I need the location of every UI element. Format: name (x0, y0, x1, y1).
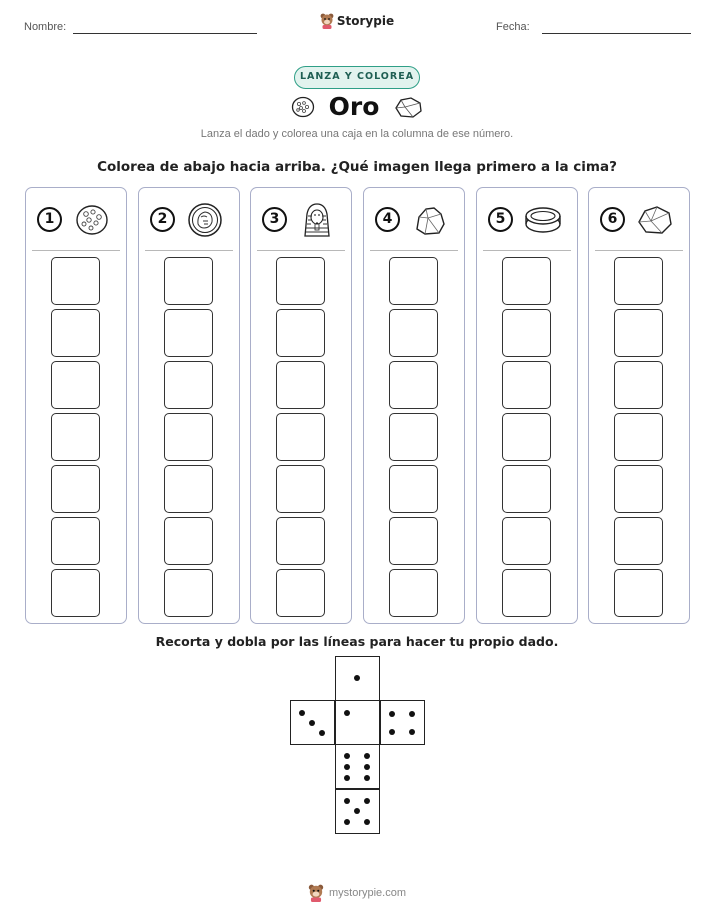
color-box[interactable] (502, 517, 551, 565)
die-face-4 (380, 700, 425, 745)
footer (0, 884, 714, 902)
color-box[interactable] (276, 257, 325, 305)
column-number: 2 (150, 207, 175, 232)
column-divider (595, 250, 683, 251)
color-box[interactable] (164, 257, 213, 305)
pip (299, 710, 305, 716)
color-box[interactable] (389, 309, 438, 357)
color-box[interactable] (502, 569, 551, 617)
pip (344, 710, 350, 716)
die-instruction: Recorta y dobla por las líneas para hacer tu propio dado. (155, 634, 559, 649)
name-label: Nombre: (24, 21, 67, 33)
name-line[interactable] (73, 33, 257, 34)
pip (389, 711, 395, 717)
color-box[interactable] (51, 465, 100, 513)
die-face-6 (335, 744, 380, 789)
color-box[interactable] (51, 413, 100, 461)
column-6 (588, 187, 690, 624)
color-box[interactable] (276, 361, 325, 409)
gold-nugget-icon (72, 202, 112, 238)
column-number: 1 (37, 207, 62, 232)
color-box[interactable] (51, 569, 100, 617)
lion-coin-icon (185, 202, 225, 238)
color-box[interactable] (389, 361, 438, 409)
color-box[interactable] (51, 257, 100, 305)
column-number: 6 (600, 207, 625, 232)
gold-chunk-icon (635, 202, 675, 238)
brand-name: Storypie (336, 14, 395, 28)
color-box[interactable] (276, 569, 325, 617)
pharaoh-mask-icon (297, 202, 337, 238)
color-box[interactable] (502, 465, 551, 513)
color-box[interactable] (164, 361, 213, 409)
pip (364, 819, 370, 825)
color-box[interactable] (389, 257, 438, 305)
color-box[interactable] (389, 569, 438, 617)
color-box[interactable] (389, 413, 438, 461)
die-face-1 (335, 656, 380, 701)
bear-logo-icon (320, 13, 334, 29)
date-line[interactable] (542, 33, 691, 34)
die-face-1 (335, 700, 380, 745)
color-box[interactable] (502, 309, 551, 357)
color-box[interactable] (51, 361, 100, 409)
color-box[interactable] (276, 465, 325, 513)
pip (364, 775, 370, 781)
footer-url[interactable]: mystorypie.com (328, 887, 407, 899)
color-box[interactable] (276, 413, 325, 461)
column-divider (257, 250, 345, 251)
bear-logo-icon (308, 884, 324, 902)
color-box[interactable] (614, 309, 663, 357)
color-box[interactable] (502, 413, 551, 461)
color-box[interactable] (164, 517, 213, 565)
color-box[interactable] (164, 569, 213, 617)
pip (319, 730, 325, 736)
color-instruction: Colorea de abajo hacia arriba. ¿Qué imagen llega primero a la cima? (97, 159, 617, 175)
column-number: 3 (262, 207, 287, 232)
die-face-5 (335, 789, 380, 834)
column-1 (25, 187, 127, 624)
color-box[interactable] (614, 569, 663, 617)
color-box[interactable] (502, 257, 551, 305)
activity-badge: LANZA Y COLOREA (294, 66, 420, 89)
die-face-3 (290, 700, 335, 745)
color-box[interactable] (51, 517, 100, 565)
gold-chunk-icon (393, 95, 423, 119)
column-divider (145, 250, 233, 251)
color-box[interactable] (614, 413, 663, 461)
column-divider (370, 250, 458, 251)
pip (364, 753, 370, 759)
pip (344, 798, 350, 804)
color-box[interactable] (389, 465, 438, 513)
pip (364, 798, 370, 804)
color-box[interactable] (164, 309, 213, 357)
pip (409, 729, 415, 735)
column-divider (483, 250, 571, 251)
column-3 (250, 187, 352, 624)
color-box[interactable] (164, 413, 213, 461)
color-box[interactable] (614, 517, 663, 565)
brand (0, 13, 714, 29)
pip (309, 720, 315, 726)
color-box[interactable] (389, 517, 438, 565)
column-number: 5 (488, 207, 513, 232)
column-2 (138, 187, 240, 624)
pip (354, 808, 360, 814)
color-box[interactable] (276, 517, 325, 565)
pip (409, 711, 415, 717)
pip (344, 819, 350, 825)
pip (354, 675, 360, 681)
color-box[interactable] (614, 465, 663, 513)
gold-rock-icon (410, 202, 450, 238)
gold-ring-icon (523, 202, 563, 238)
gold-nugget-icon (291, 96, 315, 118)
subtitle: Lanza el dado y colorea una caja en la columna de ese número. (200, 128, 514, 140)
column-5 (476, 187, 578, 624)
column-divider (32, 250, 120, 251)
color-box[interactable] (51, 309, 100, 357)
pip (364, 764, 370, 770)
color-box[interactable] (614, 257, 663, 305)
pip (344, 775, 350, 781)
title-row (0, 92, 714, 121)
pip (344, 764, 350, 770)
color-box[interactable] (614, 361, 663, 409)
date-label: Fecha: (496, 21, 530, 33)
column-4 (363, 187, 465, 624)
color-box[interactable] (276, 309, 325, 357)
column-number: 4 (375, 207, 400, 232)
page-title: Oro (328, 92, 380, 121)
pip (344, 753, 350, 759)
color-box[interactable] (502, 361, 551, 409)
color-box[interactable] (164, 465, 213, 513)
pip (389, 729, 395, 735)
